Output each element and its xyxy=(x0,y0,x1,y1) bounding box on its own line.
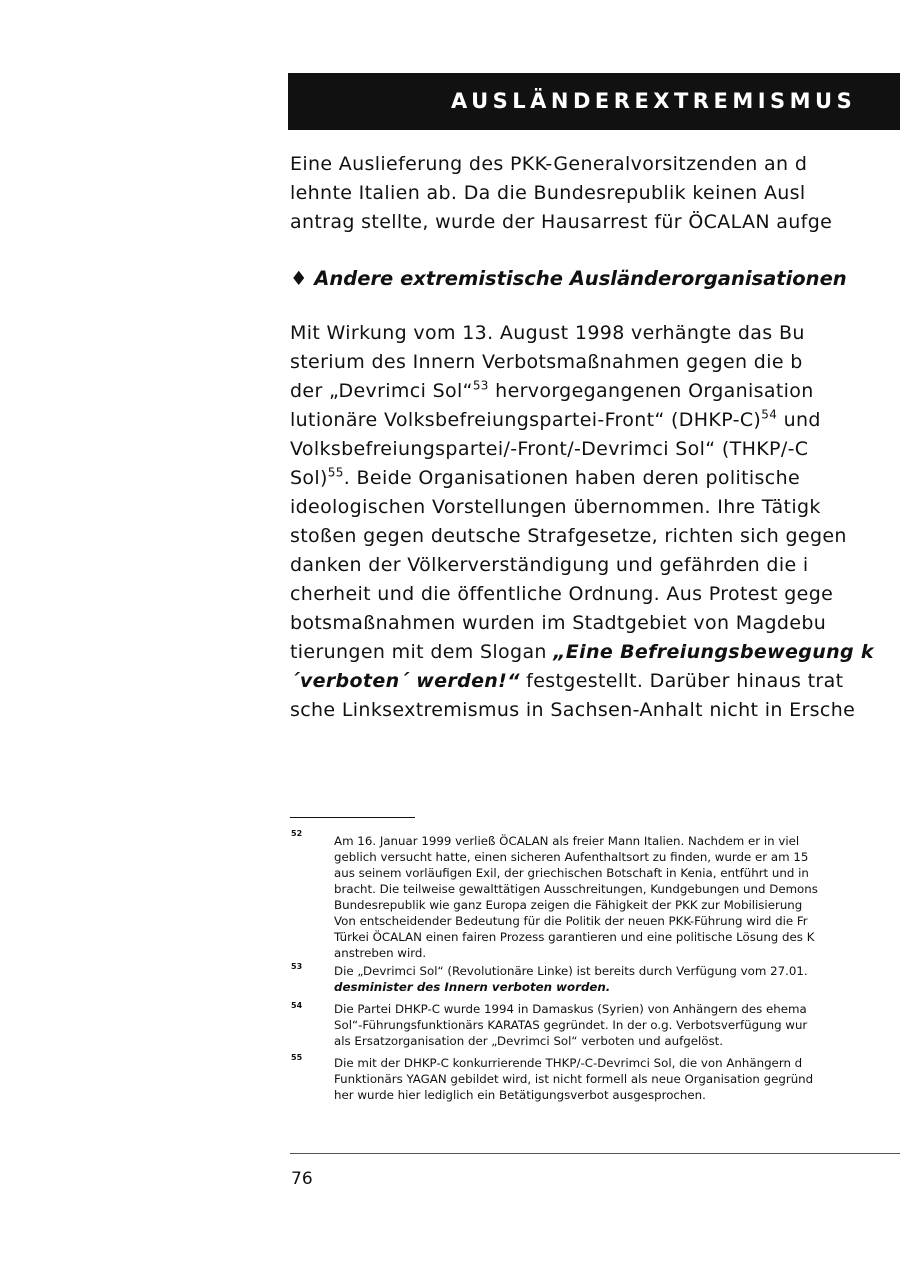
paragraph2-line-5: Volksbefreiungspartei/-Front/-Devrimci Sol“ (THKP/-C xyxy=(290,438,809,460)
paragraph2-line-8: stoßen gegen deutsche Strafgesetze, richten sich gegen xyxy=(290,525,847,547)
paragraph2-line-6: Sol)$^{55}$. Beide Organisationen haben deren politische xyxy=(290,465,801,489)
footnote-52-line-5: Bundesrepublik wie ganz Europa zeigen die Fähigkeit der PKK zur Mobilisierung xyxy=(334,898,803,912)
footnote-53-line-2: desminister des Innern verboten worden. xyxy=(334,980,611,994)
paragraph2-line-1: Mit Wirkung vom 13. August 1998 verhängte das Bu xyxy=(290,322,805,344)
footnote-52-line-2: geblich versucht hatte, einen sicheren Aufenthaltsort zu finden, wurde er am 15 xyxy=(334,850,809,864)
footnote-ref-53[interactable]: 53 xyxy=(472,378,489,393)
footnote-55-line-1: Die mit der DHKP-C konkurrierende THKP/-C-Devrimci Sol, die von Anhängern d xyxy=(334,1056,803,1070)
paragraph1-line-1: Eine Auslieferung des PKK-Generalvorsitzenden an d xyxy=(290,153,808,175)
slogan-text-start: „Eine Befreiungsbewegung k xyxy=(553,641,874,663)
paragraph2-line-14: sche Linksextremismus in Sachsen-Anhalt nicht in Ersche xyxy=(290,699,856,721)
slogan-text-end: ´verboten´ werden!“ xyxy=(290,670,520,692)
footnote-number-53: 53 xyxy=(291,962,303,971)
section-heading xyxy=(290,269,847,289)
page-number: 76 xyxy=(291,1169,313,1189)
paragraph2-line-9: danken der Völkerverständigung und gefährden die i xyxy=(290,554,809,576)
paragraph2-line-7: ideologischen Vorstellungen übernommen. Ihre Tätigk xyxy=(290,496,821,518)
footnote-52-line-6: Von entscheidender Bedeutung für die Politik der neuen PKK-Führung wird die Fr xyxy=(334,914,808,928)
page-footer-rule xyxy=(290,1153,900,1154)
paragraph2-line-13: ´verboten´ werden!“ festgestellt. Darüber hinaus trat xyxy=(290,670,844,692)
chapter-title: AUSLÄNDEREXTREMISMUS xyxy=(451,89,857,113)
footnote-52-line-4: bracht. Die teilweise gewalttätigen Ausschreitungen, Kundgebungen und Demons xyxy=(334,882,818,896)
footnote-52-line-7: Türkei ÖCALAN einen fairen Prozess garantieren und eine politische Lösung des K xyxy=(334,930,815,944)
paragraph1-line-2: lehnte Italien ab. Da die Bundesrepublik keinen Ausl xyxy=(290,182,806,204)
footnote-52-line-1: Am 16. Januar 1999 verließ ÖCALAN als freier Mann Italien. Nachdem er in viel xyxy=(334,834,800,848)
footnote-54-line-2: Sol“-Führungsfunktionärs KARATAS gegründet. In der o.g. Verbotsverfügung wur xyxy=(334,1018,808,1032)
footnote-55-line-3: her wurde hier lediglich ein Betätigungsverbot ausgesprochen. xyxy=(334,1088,706,1102)
footnote-number-55: 55 xyxy=(291,1053,303,1062)
footnote-ref-54[interactable]: 54 xyxy=(761,407,778,422)
footnote-55-line-2: Funktionärs YAGAN gebildet wird, ist nicht formell als neue Organisation gegründ xyxy=(334,1072,814,1086)
footnote-53-line-1: Die „Devrimci Sol“ (Revolutionäre Linke) ist bereits durch Verfügung vom 27.01. xyxy=(334,964,808,978)
paragraph2-line-12: tierungen mit dem Slogan „Eine Befreiungsbewegung k xyxy=(290,641,874,663)
footnote-52-line-3: aus seinem vorläufigen Exil, der griechischen Botschaft in Kenia, entführt und in xyxy=(334,866,809,880)
chapter-header-bar xyxy=(288,73,900,130)
section-heading-text: Andere extremistische Ausländerorganisationen xyxy=(314,267,847,290)
paragraph2-line-2: sterium des Innern Verbotsmaßnahmen gegen die b xyxy=(290,351,803,373)
footnote-52-line-8: anstreben wird. xyxy=(334,946,427,960)
paragraph2-line-4: lutionäre Volksbefreiungspartei-Front“ (DHKP-C)$^{54}$ und xyxy=(290,407,821,431)
footnote-54-line-1: Die Partei DHKP-C wurde 1994 in Damaskus (Syrien) von Anhängern des ehema xyxy=(334,1002,807,1016)
paragraph1-line-3: antrag stellte, wurde der Hausarrest für ÖCALAN aufge xyxy=(290,211,833,233)
paragraph2-line-10: cherheit und die öffentliche Ordnung. Aus Protest gege xyxy=(290,583,834,605)
paragraph2-line-3: der „Devrimci Sol“$^{53}$ hervorgegangenen Organisation xyxy=(290,378,814,402)
footnote-separator xyxy=(290,817,415,818)
footnote-number-52: 52 xyxy=(291,829,303,838)
footnote-54-line-3: als Ersatzorganisation der „Devrimci Sol“ verboten und aufgelöst. xyxy=(334,1034,724,1048)
footnote-ref-55[interactable]: 55 xyxy=(327,465,344,480)
bullet-diamond-icon: ♦ xyxy=(290,267,308,290)
footnote-number-54: 54 xyxy=(291,1001,303,1010)
paragraph2-line-11: botsmaßnahmen wurden im Stadtgebiet von Magdebu xyxy=(290,612,827,634)
